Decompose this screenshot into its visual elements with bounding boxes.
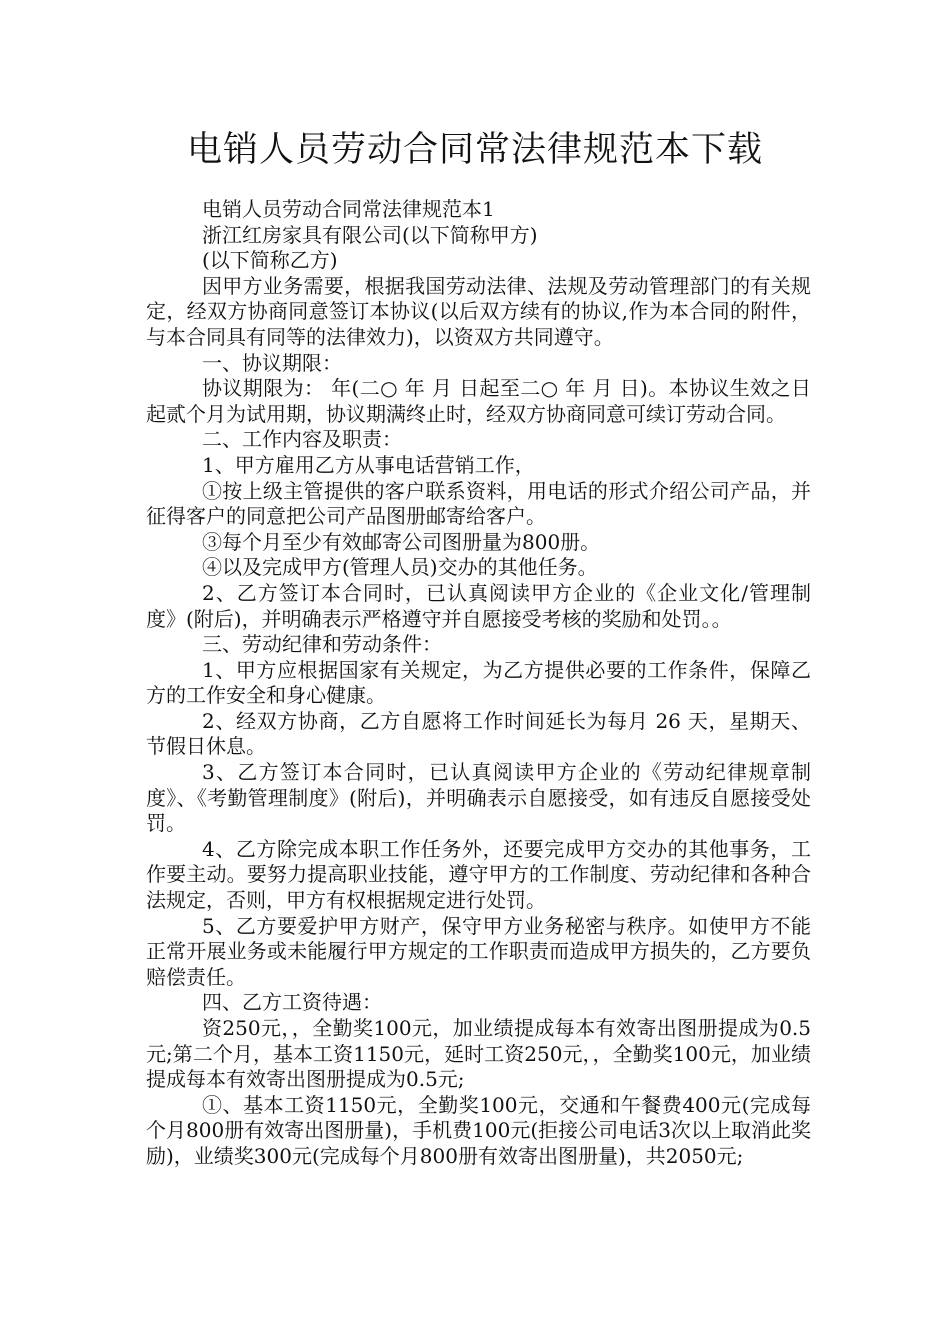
paragraph: (以下简称乙方) xyxy=(202,248,338,273)
paragraph: ③每个月至少有效邮寄公司图册量为800册。 xyxy=(202,529,601,554)
paragraph: ④以及完成甲方(管理人员)交办的其他任务。 xyxy=(202,555,598,580)
paragraph: 电销人员劳动合同常法律规范本1 xyxy=(202,197,495,221)
paragraph: 2、经双方协商，乙方自愿将工作时间延长为每月 26 天，星期天、节假日休息。 xyxy=(146,708,811,759)
paragraph: 四、乙方工资待遇： xyxy=(202,990,382,1015)
document-title: 电销人员劳动合同常法律规范本下载 xyxy=(186,130,763,170)
paragraph: ①按上级主管提供的客户联系资料，用电话的形式介绍公司产品，并征得客户的同意把公司产品图册邮寄给客户。 xyxy=(146,478,811,529)
paragraph: 一、协议期限： xyxy=(202,350,342,375)
paragraph: 浙江红房家具有限公司(以下简称甲方) xyxy=(202,222,538,247)
paragraph: 资250元，，全勤奖100元，加业绩提成每本有效寄出图册提成为0.5元;第二个月，基本工资1150元，延时工资250元，，全勤奖100元，加业绩提成每本有效寄出图册提成为0.5元; xyxy=(146,1016,811,1092)
document-body xyxy=(146,197,811,1170)
paragraph: 1、甲方应根据国家有关规定，为乙方提供必要的工作条件，保障乙方的工作安全和身心健康。 xyxy=(146,657,811,708)
paragraph: 3、乙方签订本合同时，已认真阅读甲方企业的《劳动纪律规章制度》、《考勤管理制度》(附后)，并明确表示自愿接受，如有违反自愿接受处罚。 xyxy=(146,760,811,836)
paragraph: 因甲方业务需要，根据我国劳动法律、法规及劳动管理部门的有关规定，经双方协商同意签订本协议(以后双方续有的协议,作为本合同的附件，与本合同具有同等的法律效力)，以资双方共同遵守。 xyxy=(146,273,811,349)
paragraph: 4、乙方除完成本职工作任务外，还要完成甲方交办的其他事务，工作要主动。要努力提高职业技能，遵守甲方的工作制度、劳动纪律和各种合法规定，否则，甲方有权根据规定进行处罚。 xyxy=(146,836,811,913)
paragraph: 三、劳动纪律和劳动条件： xyxy=(202,632,442,657)
paragraph: 二、工作内容及职责： xyxy=(202,427,402,452)
paragraph: ①、基本工资1150元，全勤奖100元，交通和午餐费400元(完成每个月800册有效寄出图册量)，手机费100元(拒接公司电话3次以上取消此奖励)，业绩奖300元(完成每个月800册有效寄出图册量)，共2050元; xyxy=(146,1092,811,1168)
paragraph: 5、乙方要爱护甲方财产，保守甲方业务秘密与秩序。如使甲方不能正常开展业务或未能履行甲方规定的工作职责而造成甲方损失的，乙方要负赔偿责任。 xyxy=(146,913,811,989)
paragraph: 2、乙方签订本合同时，已认真阅读甲方企业的《企业文化/管理制度》(附后)，并明确表示严格遵守并自愿接受考核的奖励和处罚。。 xyxy=(146,580,811,631)
paragraph: 协议期限为： 年(二○ 年 月 日起至二○ 年 月 日)。本协议生效之日起贰个月为试用期，协议期满终止时，经双方协商同意可续订劳动合同。 xyxy=(146,376,811,426)
paragraph: 1、甲方雇用乙方从事电话营销工作， xyxy=(202,452,535,477)
